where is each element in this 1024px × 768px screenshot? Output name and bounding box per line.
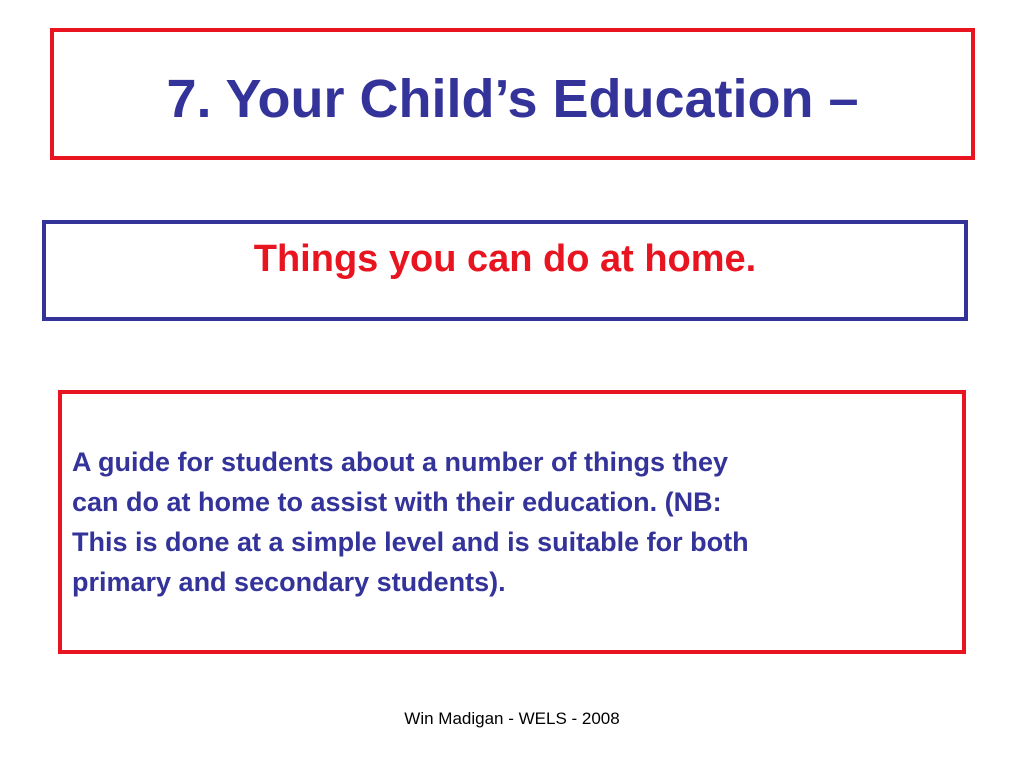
- subtitle-box: [42, 220, 968, 321]
- slide-title: 7. Your Child’s Education –: [166, 69, 859, 129]
- slide-subtitle: Things you can do at home.: [253, 238, 757, 280]
- slide-footer: Win Madigan - WELS - 2008: [404, 709, 620, 728]
- title-box: [50, 28, 975, 160]
- body-box: [58, 390, 966, 654]
- slide-body-text: A guide for students about a number of things they can do at home to assist with their education. (NB: This is done at a simple level and is suitable for both primary and secondary students).: [72, 447, 749, 597]
